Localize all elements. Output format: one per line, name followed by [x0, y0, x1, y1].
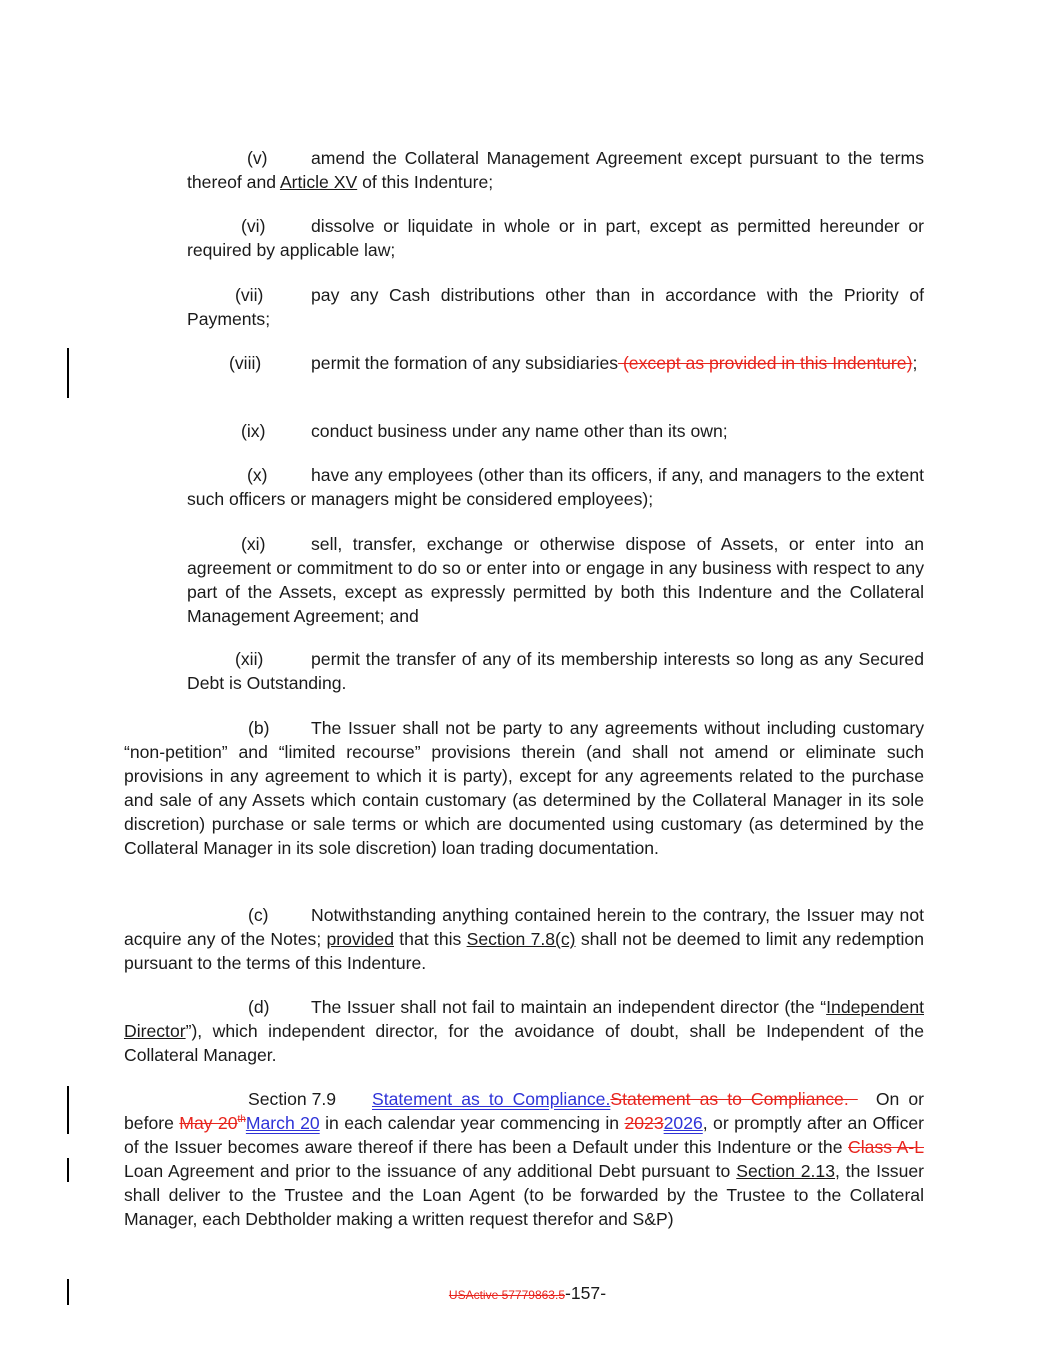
item-xi [187, 532, 924, 628]
item-number: (vi) [241, 216, 266, 236]
item-number: (vii) [235, 285, 264, 305]
item-x [187, 463, 924, 511]
item-number: (xi) [241, 534, 266, 554]
deleted-date-suffix: th [237, 1114, 246, 1126]
clause-d: (d) The Issuer shall not fail to maintain an independent director (the “Independent Director”), which independent director, for the avoidance of doubt, shall be Independent of the Collateral Manager. [124, 997, 924, 1065]
inserted-date: March 20 [245, 1113, 320, 1133]
item-number: (xii) [235, 649, 264, 669]
item-text: pay any Cash distributions other than in accordance with the Priority of Payments; [187, 285, 924, 329]
item-number: (v) [247, 148, 268, 168]
defined-term-independent-director: Independent Director [124, 997, 924, 1041]
item-number: (viii) [229, 353, 262, 373]
item-ix [187, 419, 924, 443]
change-bar-section-7-9-b [67, 1158, 69, 1182]
clause-c: (c) Notwithstanding anything contained herein to the contrary, the Issuer may not acquire any of the Notes; provided that this Section 7.8(c) shall not be deemed to limit any redemption pursuant to the terms of this Indenture. [124, 905, 924, 973]
clause-number: (c) [248, 905, 269, 925]
item-text: amend the Collateral Management Agreement except pursuant to the terms thereof and [187, 148, 924, 192]
change-bar-viii [67, 348, 69, 398]
document-id: USActive 57779863.5 [448, 1288, 565, 1302]
deleted-class: Class A-L [848, 1137, 924, 1157]
item-text: have any employees (other than its officers, if any, and managers to the extent such officers or managers might be considered employees); [187, 465, 924, 509]
item-text: permit the formation of any subsidiaries [311, 353, 619, 373]
item-text: conduct business under any name other than its own; [311, 421, 728, 441]
deleted-date: May 20 [179, 1113, 238, 1133]
clause-b [124, 716, 924, 860]
deleted-year: 2023 [624, 1113, 664, 1133]
clause-text: The Issuer shall not be party to any agreements without including customary “non-petition” and “limited recourse” provisions therein (and shall not amend or eliminate such provisions in any agreement to which it is party), except for any agreements related to the purchase and sale of any Assets which contain customary (as determined by the Collateral Manager in its sole discretion) purchase or sale terms or which are documented using customary (as determined by the Collateral Manager in its sole discretion) loan trading documentation. [124, 718, 924, 858]
deleted-section-title: Statement as to Compliance. [610, 1089, 858, 1109]
page-number: -157- [565, 1283, 607, 1303]
item-xii [187, 647, 924, 695]
item-text: permit the transfer of any of its membership interests so long as any Secured Debt is Outstanding. [187, 649, 924, 693]
section-2-13-link[interactable]: Section 2.13 [736, 1161, 836, 1181]
section-7-9: Section 7.9 Statement as to Compliance.Statement as to Compliance. On or before May 20thMarch 20 in each calendar year commencing in 20232026, or promptly after an Officer of the Issuer becomes aware thereof if there has been a Default under this Indenture or the Class A-L Loan Agreement and prior to the issuance of any additional Debt pursuant to Section 2.13, the Issuer shall deliver to the Trustee and the Loan Agent (to be forwarded by the Trustee to the Collateral Manager, each Debtholder making a written request therefor and S&P) [124, 1089, 929, 1229]
item-viii: (viii) permit the formation of any subsidiaries (except as provided in this Indenture); [187, 351, 924, 375]
deleted-text: (except as provided in this Indenture) [618, 353, 913, 373]
provided-term: provided [326, 929, 394, 949]
item-text: sell, transfer, exchange or otherwise dispose of Assets, or enter into an agreement or commitment to do so or enter into or engage in any business with respect to any part of the Assets, except as expressly permitted by both this Indenture and the Collateral Management Agreement; and [187, 534, 924, 626]
clause-number: (d) [248, 997, 270, 1017]
section-7-8c-link[interactable]: Section 7.8(c) [466, 929, 576, 949]
inserted-year: 2026 [663, 1113, 703, 1133]
article-xv-link[interactable]: Article XV [279, 172, 358, 192]
inserted-section-title: Statement as to Compliance. [372, 1089, 611, 1109]
item-vi [187, 214, 924, 262]
page-footer [0, 1282, 1055, 1306]
item-number: (ix) [241, 421, 266, 441]
section-label: Section 7.9 [248, 1089, 337, 1109]
change-bar-section-7-9-a [67, 1086, 69, 1134]
item-v: (v) amend the Collateral Management Agreement except pursuant to the terms thereof and Article XV of this Indenture; [187, 148, 924, 192]
clause-number: (b) [248, 718, 270, 738]
item-vii [187, 283, 924, 331]
item-text: dissolve or liquidate in whole or in part, except as permitted hereunder or required by applicable law; [187, 216, 924, 260]
item-number: (x) [247, 465, 268, 485]
